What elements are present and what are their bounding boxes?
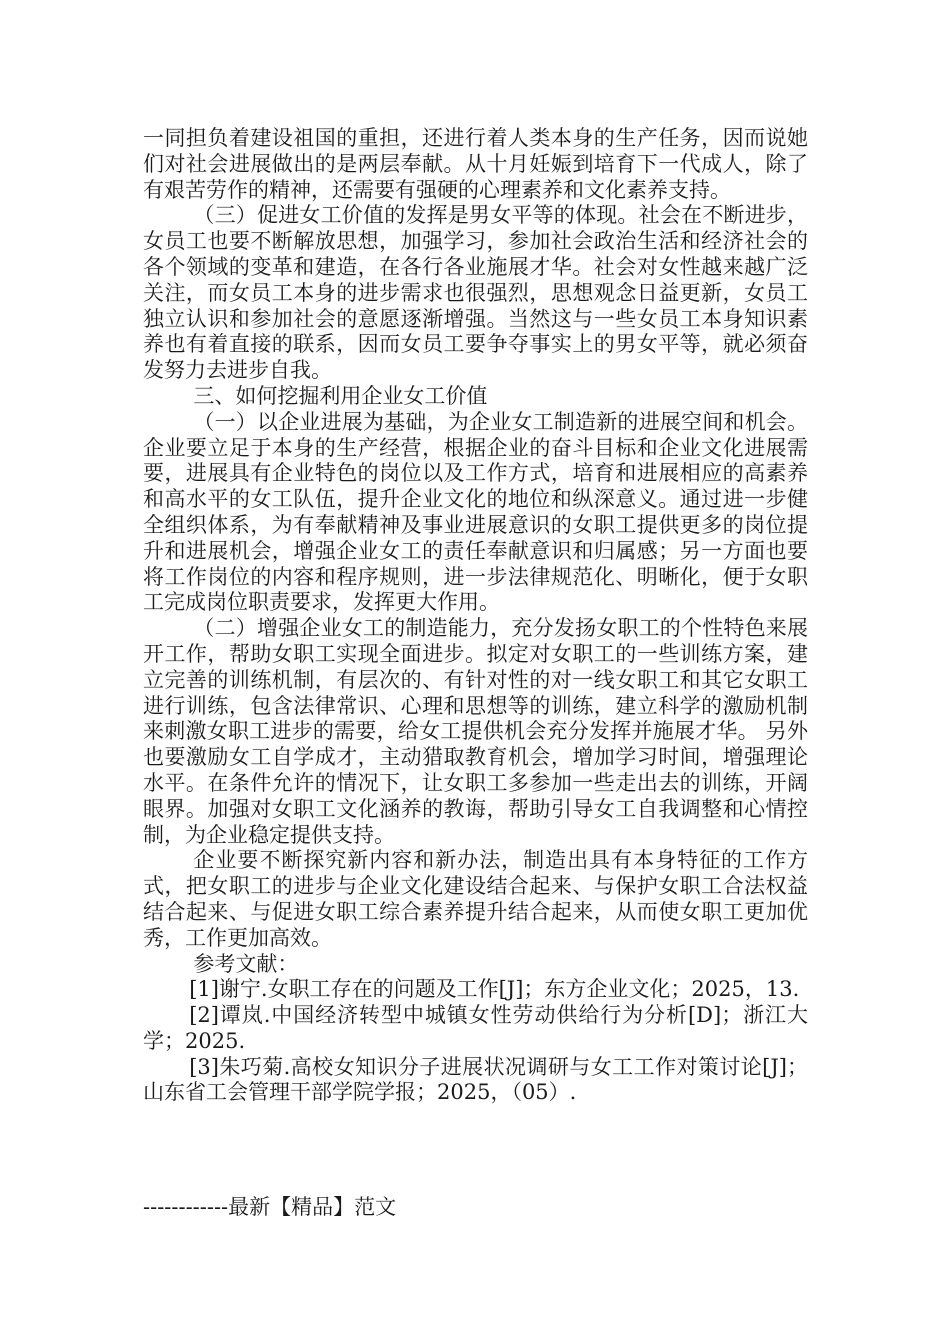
paragraph-section-3: （三）促进女工价值的发挥是男女平等的体现。社会在不断进步，女员工也要不断解放思想，加强学习，参加社会政治生活和经济社会的各个领域的变革和建造，在各行各业施展才华。社会对女性越来越广泛关注，而女员工本身的进步需求也很强烈，思想观念日益更新，女员工独立认识和参加社会的意愿逐渐增强。当然这与一些女员工本身知识素养也有着直接的联系，因而女员工要争夺事实上的男女平等，就必须奋发努力去进步自我。 bbox=[143, 203, 808, 383]
document-body bbox=[143, 126, 808, 1106]
reference-item: [3]朱巧菊.高校女知识分子进展状况调研与女工工作对策讨论[J]；山东省工会管理干部学院学报；2025，（05）. bbox=[143, 1054, 808, 1105]
references-heading: 参考文献： bbox=[193, 951, 299, 976]
paragraph-continuation: 一同担负着建设祖国的重担，还进行着人类本身的生产任务，因而说她们对社会进展做出的是两层奉献。从十月妊娠到培育下一代成人，除了有艰苦劳作的精神，还需要有强硬的心理素养和文化素养支持。 bbox=[143, 126, 808, 202]
reference-item: [2]谭岚.中国经济转型中城镇女性劳动供给行为分析[D]；浙江大学；2025. bbox=[143, 1003, 808, 1053]
reference-item: [1]谢宁.女职工存在的问题及工作[J]；东方企业文化；2025，13. bbox=[189, 977, 800, 1002]
paragraph-subsection-1: （一）以企业进展为基础，为企业女工制造新的进展空间和机会。企业要立足于本身的生产经营，根据企业的奋斗目标和企业文化进展需要，进展具有企业特色的岗位以及工作方式，培育和进展相应的高素养和高水平的女工队伍，提升企业文化的地位和纵深意义。通过进一步健全组织体系，为有奉献精神及事业进展意识的女职工提供更多的岗位提升和进展机会，增强企业女工的责任奉献意识和归属感；另一方面也要将工作岗位的内容和程序规则，进一步法律规范化、明晰化，便于女职工完成岗位职责要求，发挥更大作用。 bbox=[143, 409, 808, 615]
paragraph-subsection-2: （二）增强企业女工的制造能力，充分发扬女职工的个性特色来展开工作，帮助女职工实现全面进步。拟定对女职工的一些训练方案，建立完善的训练机制，有层次的、有针对性的对一线女职工和其它女职工进行训练，包含法律常识、心理和思想等的训练，建立科学的激励机制来刺激女职工进步的需要，给女工提供机会充分发挥并施展才华。 另外也要激励女工自学成才，主动猎取教育机会，增加学习时间，增强理论水平。在条件允许的情况下，让女职工多参加一些走出去的训练，开阔眼界。加强对女职工文化涵养的教诲，帮助引导女工自我调整和心情控制，为企业稳定提供支持。 bbox=[143, 616, 808, 847]
paragraph-conclusion: 企业要不断探究新内容和新办法，制造出具有本身特征的工作方式，把女职工的进步与企业文化建设结合起来、与保护女职工合法权益结合起来、与促进女职工综合素养提升结合起来，从而使女职工更加优秀，工作更加高效。 bbox=[143, 848, 808, 950]
page-footer: ------------最新【精品】范文 bbox=[143, 1195, 397, 1219]
section-heading: 三、如何挖掘利用企业女工价值 bbox=[193, 383, 488, 408]
